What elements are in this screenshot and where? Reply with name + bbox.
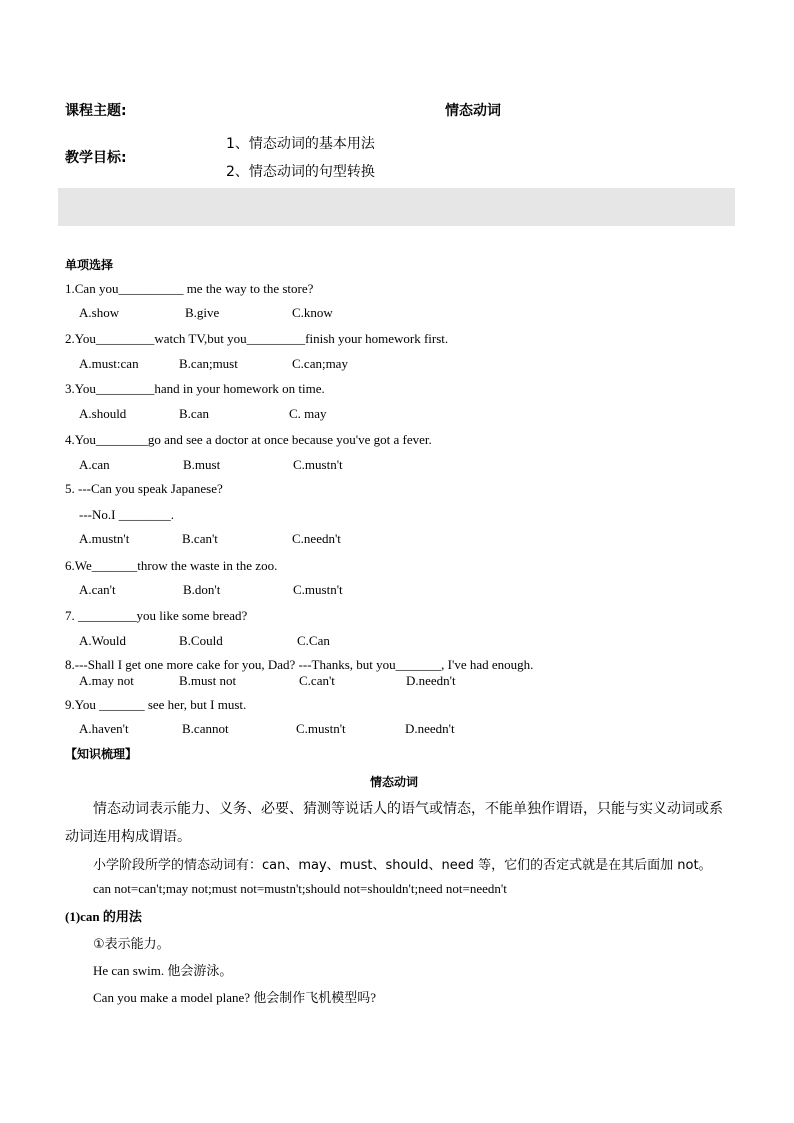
option: C.mustn't — [296, 721, 346, 736]
knowledge-heading: 【知识梳理】 — [65, 747, 138, 761]
paragraph-line: 小学阶段所学的情态动词有：can、may、must、should、need 等，它们的否定式就是在其后面加 not。 — [93, 858, 712, 873]
option: B.Could — [179, 633, 223, 648]
option: B.can;must — [179, 356, 238, 371]
point-line: ①表示能力。 — [93, 937, 170, 952]
option: A.should — [79, 406, 127, 421]
option: B.don't — [183, 582, 221, 597]
negatives-line: can not=can't;may not;must not=mustn't;should not=shouldn't;need not=needn't — [93, 881, 507, 896]
question-subline: ---No.I ________. — [79, 507, 174, 522]
goal-item: 2、情态动词的句型转换 — [226, 164, 375, 180]
option: D.needn't — [405, 721, 455, 736]
option: A.Would — [79, 633, 126, 648]
topic-label: 课程主题: — [65, 103, 127, 119]
option: A.must:can — [79, 356, 139, 371]
question-stem: 6.We_______throw the waste in the zoo. — [65, 558, 278, 573]
option: A.mustn't — [79, 531, 130, 546]
section-title: 单项选择 — [65, 258, 114, 272]
option: D.needn't — [406, 673, 456, 688]
option: C.mustn't — [293, 457, 343, 472]
paragraph-line: 情态动词表示能力、义务、必要、猜测等说话人的语气或情态，不能单独作谓语，只能与实义动词或系 — [93, 801, 723, 817]
knowledge-title: 情态动词 — [370, 775, 419, 789]
option: B.can't — [182, 531, 218, 546]
sub-heading: (1)can 的用法 — [65, 909, 142, 924]
question-stem: 9.You _______ see her, but I must. — [65, 697, 247, 712]
gray-banner — [58, 188, 735, 226]
example-line: Can you make a model plane? 他会制作飞机模型吗? — [93, 990, 377, 1005]
option: B.cannot — [182, 721, 229, 736]
option: C.can;may — [292, 356, 348, 371]
option: B.give — [185, 305, 220, 320]
question-stem: 2.You_________watch TV,but you_________finish your homework first. — [65, 331, 449, 346]
option: C.Can — [297, 633, 330, 648]
option: A.can't — [79, 582, 116, 597]
option: A.haven't — [79, 721, 129, 736]
example-line: He can swim. 他会游泳。 — [93, 963, 233, 978]
paragraph-line: 动词连用构成谓语。 — [65, 829, 191, 845]
question-stem: 3.You_________hand in your homework on time. — [65, 381, 325, 396]
question-stem: 1.Can you__________ me the way to the store? — [65, 281, 314, 296]
option: A.may not — [79, 673, 134, 688]
option: C.can't — [299, 673, 335, 688]
option: A.show — [79, 305, 120, 320]
question-stem: 7. _________you like some bread? — [65, 608, 248, 623]
option: B.must — [183, 457, 221, 472]
goal-label: 教学目标: — [65, 150, 127, 166]
option: C.needn't — [292, 531, 341, 546]
goal-item: 1、情态动词的基本用法 — [226, 136, 375, 152]
question-stem: 4.You________go and see a doctor at once because you've got a fever. — [65, 432, 432, 447]
option: B.must not — [179, 673, 237, 688]
question-stem: 5. ---Can you speak Japanese? — [65, 481, 223, 496]
question-stem: 8.---Shall I get one more cake for you, Dad? ---Thanks, but you_______, I've had enough. — [65, 657, 534, 672]
option: C.know — [292, 305, 333, 320]
option: C.mustn't — [293, 582, 343, 597]
option: B.can — [179, 406, 209, 421]
option: C. may — [289, 406, 327, 421]
topic-value: 情态动词 — [445, 103, 501, 119]
option: A.can — [79, 457, 110, 472]
